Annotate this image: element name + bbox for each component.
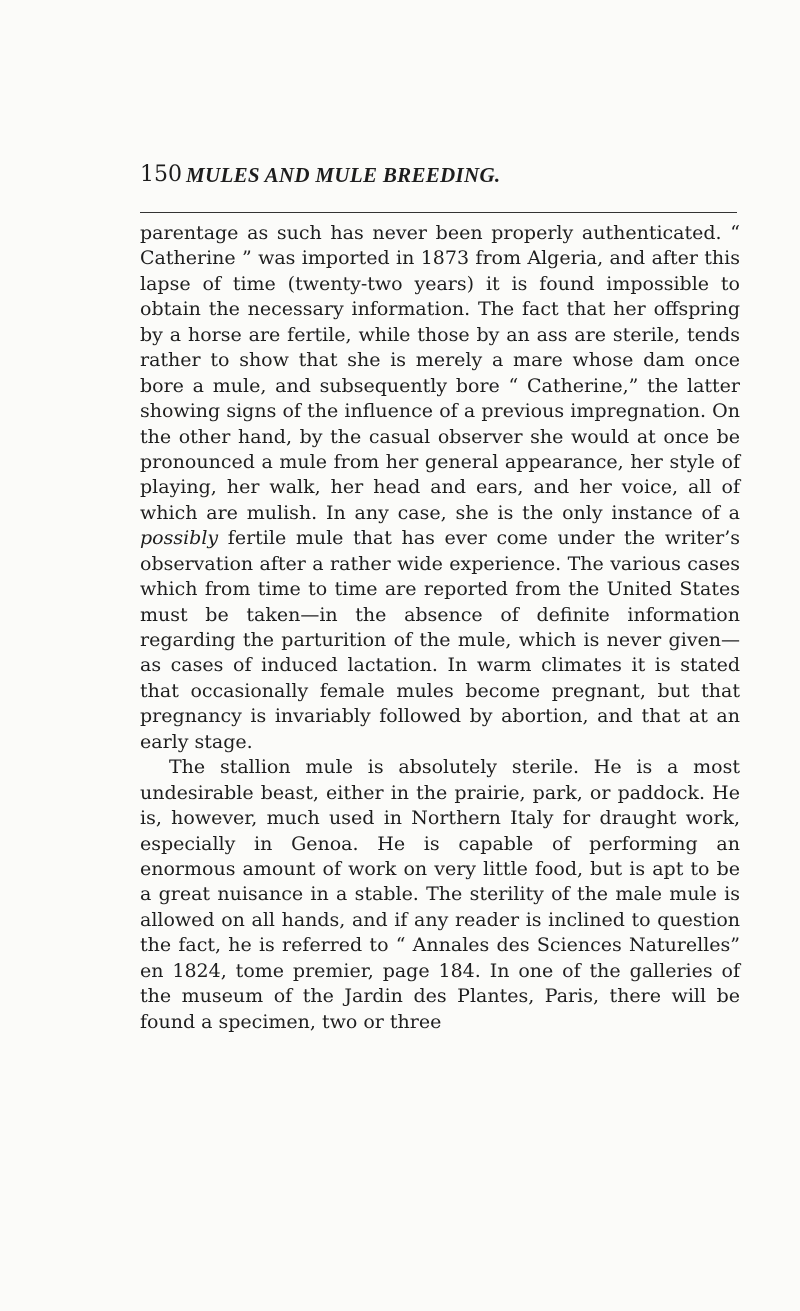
- emphasized-word: possibly: [140, 527, 219, 550]
- paragraph-2-text: The stallion mule is absolutely sterile. He is a most undesirable beast, either in the prairie, park, or paddock. He is, however, much used in Northern Italy for draught work, especially in Genoa. He is capable of performing an enormous amount of work on very little food, but is apt to be a great nuisance in a stable. The sterility of the male mule is allowed on all hands, and if any reader is inclined to question the fact, he is referred to “ Annales des Sciences Naturelles” en 1824, tome premier, page 184. In one of the galleries of the museum of the Jardin des Plantes, Paris, there will be found a specimen, two or three: [140, 756, 740, 1033]
- paragraph-1-text-a: parentage as such has never been properly authenticated. “ Catherine ” was imported in 1873 from Algeria, and after this lapse of time (twenty-two years) it is found impossible to obtain the necessary information. The fact that her offspring by a horse are fertile, while those by an ass are sterile, tends rather to show that she is merely a mare whose dam once bore a mule, and subsequently bore “ Catherine,” the latter showing signs of the influence of a previous impregnation. On the other hand, by the casual observer she would at once be pronounced a mule from her general appearance, her style of playing, her walk, her head and ears, and her voice, all of which are mulish. In any case, she is the only instance of a: [140, 222, 740, 524]
- header-rule: [140, 212, 737, 213]
- running-header: [140, 159, 740, 191]
- body-text: [140, 221, 740, 1291]
- paragraph-2: [140, 755, 740, 1035]
- paragraph-1-text-b: fertile mule that has ever come under the writer’s observation after a rather wide experience. The various cases which from time to time are reported from the United States must be taken—in the absence of definite information regarding the parturition of the mule, which is never given—as cases of induced lactation. In warm climates it is stated that occasionally female mules become pregnant, but that pregnancy is invariably followed by abortion, and that at an early stage.: [140, 527, 740, 753]
- paragraph-1: [140, 221, 740, 755]
- page-number: 150: [140, 162, 182, 187]
- running-head-title: MULES AND MULE BREEDING.: [186, 163, 501, 187]
